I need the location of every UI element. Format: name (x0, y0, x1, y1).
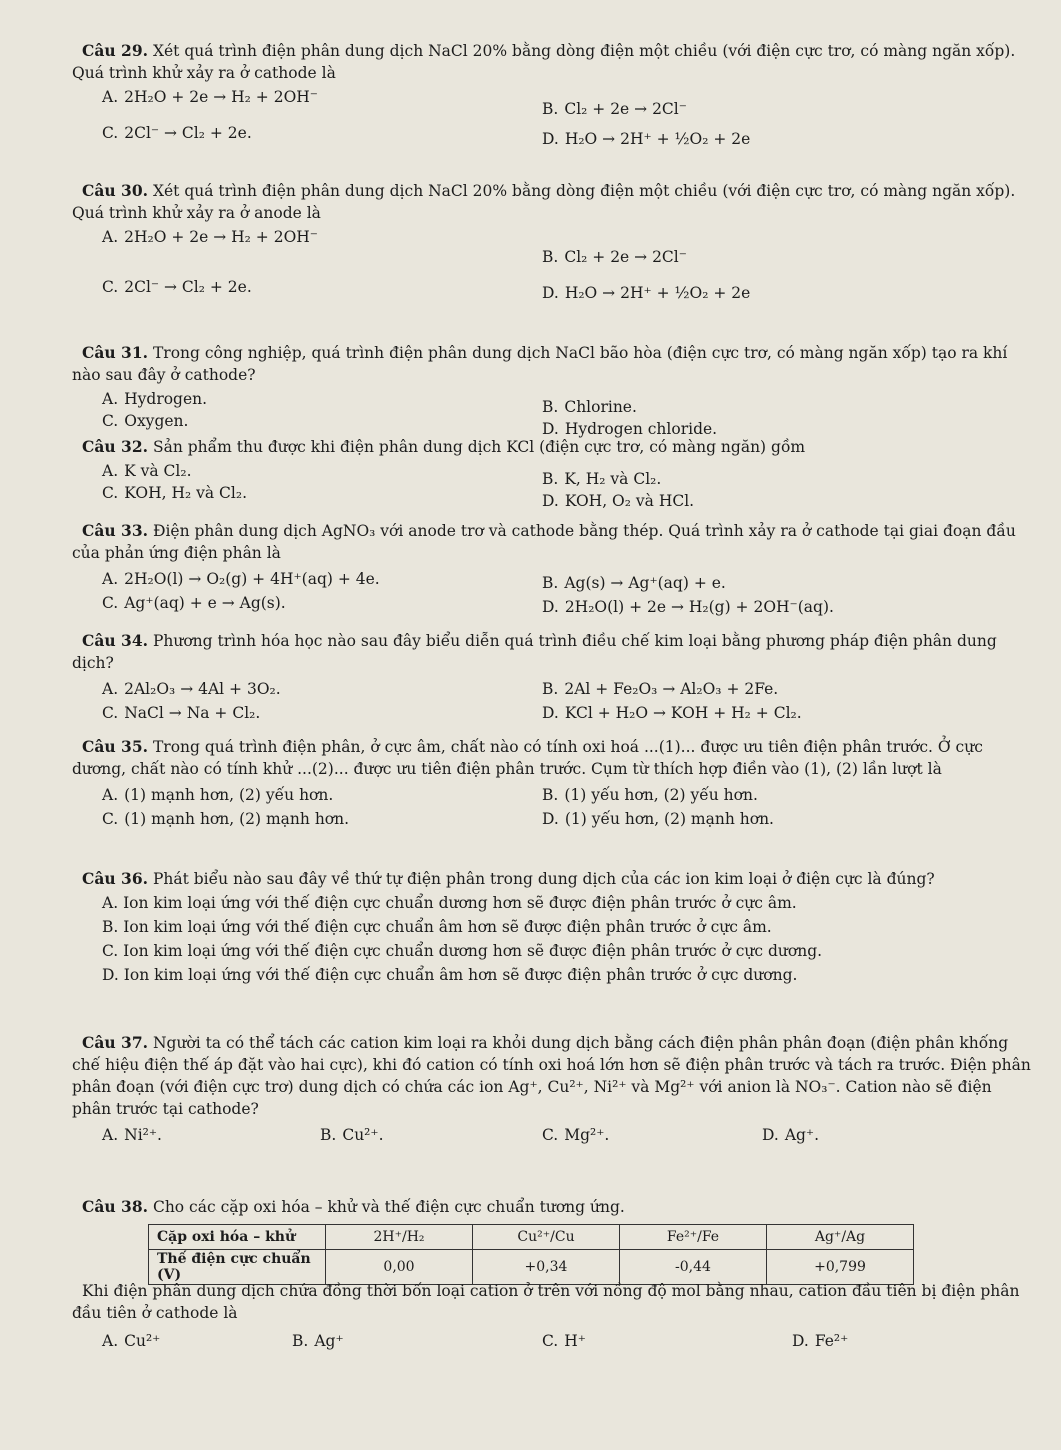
question-number: Câu 36. (82, 869, 149, 888)
question-38 (72, 1196, 1031, 1218)
question-30 (72, 180, 1031, 304)
question-text: Điện phân dung dịch AgNO₃ với anode trơ và cathode bằng thép. Quá trình xảy ra ở cathode tại giai đoạn đầu của phản ứng điện phân là (72, 522, 1016, 562)
question-34 (72, 630, 1031, 728)
table-cell: Fe²⁺/Fe (620, 1225, 767, 1250)
option-a[interactable]: A. K và Cl₂. (102, 462, 192, 480)
option-b[interactable]: B. Ag⁺ (292, 1332, 344, 1350)
option-a[interactable]: A. (1) mạnh hơn, (2) yếu hơn. (102, 786, 334, 804)
question-text: Xét quá trình điện phân dung dịch NaCl 20% bằng dòng điện một chiều (với điện cực trơ, có màng ngăn xốp). Quá trình khử xảy ra ở anode là (72, 182, 1016, 222)
question-number: Câu 31. (82, 343, 149, 362)
electrode-potential-table (148, 1224, 914, 1285)
option-c[interactable]: C. 2Cl⁻ → Cl₂ + 2e. (102, 278, 252, 296)
option-a[interactable]: A. 2H₂O + 2e → H₂ + 2OH⁻ (102, 228, 318, 246)
question-36 (72, 868, 1031, 986)
option-a[interactable]: A. 2H₂O(l) → O₂(g) + 4H⁺(aq) + 4e. (102, 570, 380, 588)
table-cell: Cu²⁺/Cu (473, 1225, 620, 1250)
option-d[interactable]: D. KOH, O₂ và HCl. (542, 492, 695, 510)
option-b[interactable]: B. Cl₂ + 2e → 2Cl⁻ (542, 100, 687, 118)
table-cell: Ag⁺/Ag (767, 1225, 914, 1250)
question-text: Phát biểu nào sau đây về thứ tự điện phân trong dung dịch của các ion kim loại ở điện cực là đúng? (152, 870, 935, 888)
option-c[interactable]: C. Oxygen. (102, 412, 189, 430)
question-number: Câu 29. (82, 41, 149, 60)
question-text: Người ta có thể tách các cation kim loại ra khỏi dung dịch bằng cách điện phân phân đoạn (điện phân khống chế hiệu điện thế áp đặt vào hai cực), khi đó cation có tính oxi hoá lớn hơn sẽ điện phân trước và tách ra trước. Điện phân phân đoạn (với điện cực trơ) dung dịch có chứa các ion Ag⁺, Cu²⁺, Ni²⁺ và Mg²⁺ với anion là NO₃⁻. Cation nào sẽ điện phân trước tại cathode? (72, 1034, 1031, 1118)
question-33 (72, 520, 1031, 616)
question-text: Phương trình hóa học nào sau đây biểu diễn quá trình điều chế kim loại bằng phương pháp điện phân dung dịch? (72, 632, 997, 672)
option-c[interactable]: C. 2Cl⁻ → Cl₂ + 2e. (102, 124, 252, 142)
option-b[interactable]: B. K, H₂ và Cl₂. (542, 470, 662, 488)
table-header-potential: Thế điện cực chuẩn (V) (149, 1250, 326, 1285)
question-text: Trong quá trình điện phân, ở cực âm, chất nào có tính oxi hoá ...(1)... được ưu tiên điện phân trước. Ở cực dương, chất nào có tính khử ...(2)... được ưu tiên điện phân trước. Cụm từ thích hợp điền vào (1), (2) lần lượt là (72, 738, 983, 778)
table-cell: +0,799 (767, 1250, 914, 1285)
option-d[interactable]: D. H₂O → 2H⁺ + ½O₂ + 2e (542, 130, 751, 148)
question-31 (72, 342, 1031, 438)
option-d[interactable]: D. Fe²⁺ (792, 1332, 849, 1350)
option-c[interactable]: C. Ion kim loại ứng với thế điện cực chuẩn dương hơn sẽ được điện phân trước ở cực dương. (102, 942, 823, 960)
table-cell: +0,34 (473, 1250, 620, 1285)
table-cell: 2H⁺/H₂ (326, 1225, 473, 1250)
option-a[interactable]: A. 2H₂O + 2e → H₂ + 2OH⁻ (102, 88, 318, 106)
question-37 (72, 1032, 1031, 1148)
question-number: Câu 32. (82, 437, 149, 456)
option-a[interactable]: A. Hydrogen. (102, 390, 208, 408)
question-text: Cho các cặp oxi hóa – khử và thế điện cực chuẩn tương ứng. (152, 1198, 625, 1216)
table-row (149, 1225, 914, 1250)
option-c[interactable]: C. (1) mạnh hơn, (2) mạnh hơn. (102, 810, 350, 828)
question-35 (72, 736, 1031, 832)
option-b[interactable]: B. Chlorine. (542, 398, 637, 416)
question-38-continuation (72, 1280, 1031, 1354)
question-number: Câu 33. (82, 521, 149, 540)
option-c[interactable]: C. NaCl → Na + Cl₂. (102, 704, 261, 722)
option-a[interactable]: A. Cu²⁺ (102, 1332, 161, 1350)
option-d[interactable]: D. KCl + H₂O → KOH + H₂ + Cl₂. (542, 704, 802, 722)
question-text: Sản phẩm thu được khi điện phân dung dịch KCl (điện cực trơ, có màng ngăn) gồm (152, 438, 806, 456)
question-text: Xét quá trình điện phân dung dịch NaCl 20% bằng dòng điện một chiều (với điện cực trơ, có màng ngăn xốp). Quá trình khử xảy ra ở cathode là (72, 42, 1016, 82)
question-text: Khi điện phân dung dịch chứa đồng thời bốn loại cation ở trên với nồng độ mol bằng nhau, cation đầu tiên bị điện phân đầu tiên ở cathode là (72, 1282, 1020, 1322)
question-number: Câu 30. (82, 181, 149, 200)
option-d[interactable]: D. Ion kim loại ứng với thế điện cực chuẩn âm hơn sẽ được điện phân trước ở cực dương. (102, 966, 798, 984)
option-a[interactable]: A. Ni²⁺. (102, 1126, 162, 1144)
option-a[interactable]: A. Ion kim loại ứng với thế điện cực chuẩn dương hơn sẽ được điện phân trước ở cực âm. (102, 894, 797, 912)
option-d[interactable]: D. Ag⁺. (762, 1126, 820, 1144)
option-b[interactable]: B. Ag(s) → Ag⁺(aq) + e. (542, 574, 726, 592)
question-number: Câu 38. (82, 1197, 149, 1216)
question-number: Câu 37. (82, 1033, 149, 1052)
option-d[interactable]: D. (1) yếu hơn, (2) mạnh hơn. (542, 810, 774, 828)
question-number: Câu 35. (82, 737, 149, 756)
question-29 (72, 40, 1031, 154)
option-c[interactable]: C. Mg²⁺. (542, 1126, 610, 1144)
table-header-pair: Cặp oxi hóa – khử (149, 1225, 326, 1250)
option-b[interactable]: B. Cl₂ + 2e → 2Cl⁻ (542, 248, 687, 266)
option-c[interactable]: C. KOH, H₂ và Cl₂. (102, 484, 248, 502)
option-d[interactable]: D. 2H₂O(l) + 2e → H₂(g) + 2OH⁻(aq). (542, 598, 834, 616)
option-c[interactable]: C. Ag⁺(aq) + e → Ag(s). (102, 594, 286, 612)
option-a[interactable]: A. 2Al₂O₃ → 4Al + 3O₂. (102, 680, 281, 698)
option-b[interactable]: B. (1) yếu hơn, (2) yếu hơn. (542, 786, 758, 804)
option-d[interactable]: D. H₂O → 2H⁺ + ½O₂ + 2e (542, 284, 751, 302)
table-cell: -0,44 (620, 1250, 767, 1285)
question-text: Trong công nghiệp, quá trình điện phân dung dịch NaCl bão hòa (điện cực trơ, có màng ngăn xốp) tạo ra khí nào sau đây ở cathode? (72, 344, 1008, 384)
option-c[interactable]: C. H⁺ (542, 1332, 586, 1350)
option-b[interactable]: B. 2Al + Fe₂O₃ → Al₂O₃ + 2Fe. (542, 680, 779, 698)
option-b[interactable]: B. Ion kim loại ứng với thế điện cực chuẩn âm hơn sẽ được điện phân trước ở cực âm. (102, 918, 772, 936)
table-cell: 0,00 (326, 1250, 473, 1285)
question-number: Câu 34. (82, 631, 149, 650)
option-d[interactable]: D. Hydrogen chloride. (542, 420, 718, 438)
option-b[interactable]: B. Cu²⁺. (320, 1126, 384, 1144)
question-32 (72, 436, 1031, 508)
